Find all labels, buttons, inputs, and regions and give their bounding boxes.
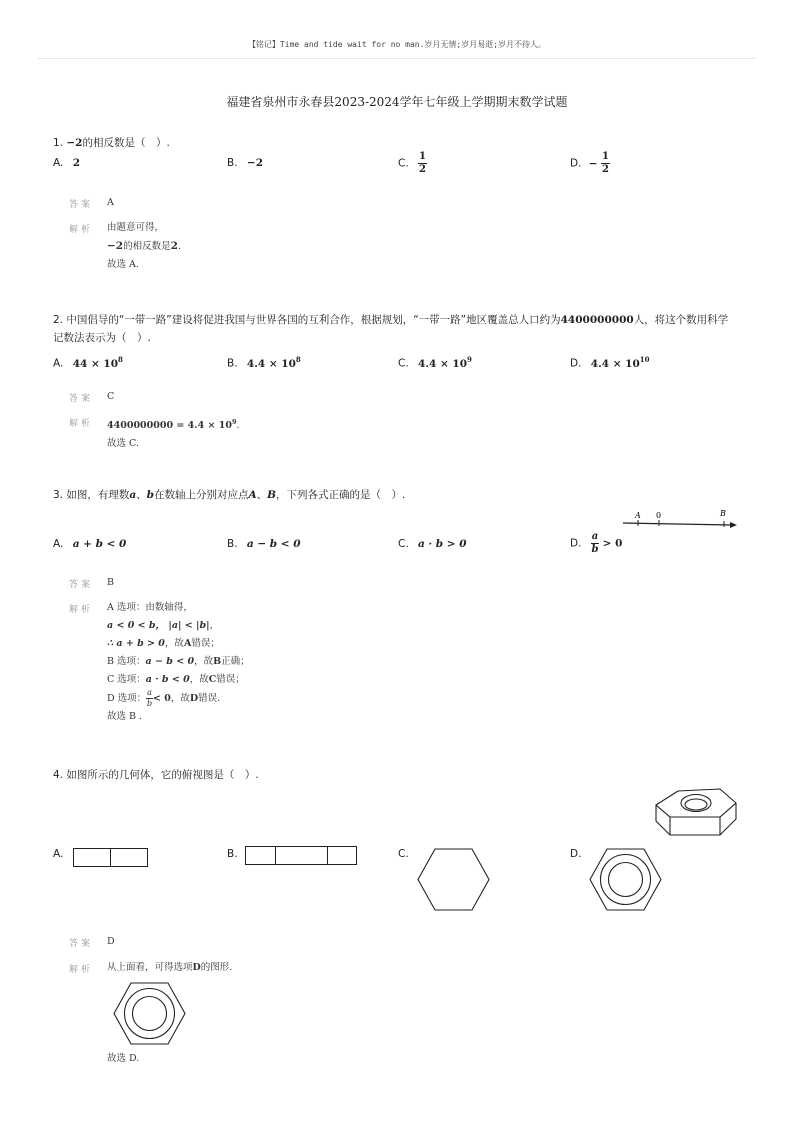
analysis-line xyxy=(107,635,250,653)
option-exponent: 10 xyxy=(639,355,650,364)
q3-answer-label: 答案 xyxy=(69,580,94,590)
analysis-math: a · b < 0 xyxy=(145,674,190,685)
q2-stem-line1 xyxy=(53,311,753,329)
q3-answer-value: B xyxy=(107,577,114,588)
analysis-text: 错误； xyxy=(191,638,220,649)
stem-text: 、 xyxy=(136,489,147,501)
q4-option-c-figure[interactable] xyxy=(417,848,491,912)
analysis-text: B 选项： xyxy=(107,656,146,667)
option-exponent: 8 xyxy=(118,355,123,364)
option-value: 2 xyxy=(72,157,80,169)
analysis-math: A xyxy=(183,638,192,649)
option-exponent: 9 xyxy=(467,355,472,364)
option-letter: C. xyxy=(398,538,409,550)
option-base: 4.4 × 10 xyxy=(590,357,640,370)
q4-answer-value: D xyxy=(107,936,115,947)
option-value: > 0 xyxy=(602,537,623,550)
stem-math: B xyxy=(267,489,277,501)
stem-math: a xyxy=(129,489,137,501)
fraction-denominator: b xyxy=(591,544,599,555)
q3-stem xyxy=(53,486,405,504)
q2-analysis xyxy=(107,413,240,453)
q4-option-d[interactable] xyxy=(570,848,581,860)
q3-option-b[interactable] xyxy=(227,538,301,550)
option-base: 44 × 10 xyxy=(72,357,119,370)
q4-hex-nut-3d-figure xyxy=(652,785,742,840)
q1-option-d[interactable] xyxy=(570,152,610,175)
q4-option-b[interactable] xyxy=(227,848,238,860)
q2-option-a[interactable] xyxy=(53,355,123,370)
analysis-math: a < 0 < b， |a| < |b| xyxy=(107,620,210,631)
analysis-line: 故选 C. xyxy=(107,438,139,450)
point-a-label: A xyxy=(635,511,641,520)
q1-answer-label: 答案 xyxy=(69,200,94,210)
q4-analysis-line xyxy=(107,959,232,977)
stem-text: 、 xyxy=(256,489,268,501)
q4-conclusion: 故选 D. xyxy=(107,1053,140,1064)
analysis-line xyxy=(107,689,250,708)
q2-option-d[interactable] xyxy=(570,355,650,370)
analysis-math: D xyxy=(189,693,199,704)
q1-option-a[interactable] xyxy=(53,157,80,169)
q3-option-c[interactable] xyxy=(398,538,467,550)
option-fraction xyxy=(418,152,427,175)
option-letter: D. xyxy=(570,537,582,550)
stem-number: 4400000000 xyxy=(560,314,634,326)
q1-number: 1. xyxy=(53,137,64,149)
number-line-arrow-icon xyxy=(730,522,737,528)
q3-analysis xyxy=(107,599,250,726)
number-line-axis xyxy=(623,523,732,525)
option-base: 4.4 × 10 xyxy=(246,357,296,370)
q1-expr: −2 xyxy=(66,137,83,149)
analysis-text: 的图形. xyxy=(200,962,233,973)
zero-label: 0 xyxy=(656,511,662,520)
q4-option-d-figure[interactable] xyxy=(589,848,663,912)
analysis-text: 正确； xyxy=(221,656,250,667)
fraction-numerator: 1 xyxy=(601,151,609,162)
analysis-line xyxy=(107,413,240,435)
option-fraction xyxy=(601,152,610,175)
analysis-fraction xyxy=(146,689,153,708)
analysis-line: 故选 A. xyxy=(107,259,139,270)
option-letter: A. xyxy=(53,357,64,370)
analysis-text: 错误. xyxy=(198,693,221,704)
q4-analysis-figure xyxy=(113,982,187,1046)
fraction-denominator: b xyxy=(146,699,153,708)
option-letter: D. xyxy=(570,848,582,860)
page-title: 福建省泉州市永春县2023-2024学年七年级上学期期末数学试题 xyxy=(226,95,568,109)
option-letter: D. xyxy=(570,157,582,170)
stem-math: A xyxy=(248,489,257,501)
q3-option-d[interactable] xyxy=(570,532,622,555)
analysis-text: D 选项： xyxy=(107,693,147,704)
inner-circle xyxy=(609,863,643,897)
analysis-math: C xyxy=(208,674,217,685)
option-base: 4.4 × 10 xyxy=(418,357,468,370)
analysis-line: 由题意可得， xyxy=(107,222,165,233)
analysis-line: A 选项：由数轴得， xyxy=(107,602,193,613)
header-motto: 【铭记】Time and tide wait for no man.岁月无情;岁月易逝;岁月不待人。 xyxy=(247,40,547,49)
fraction-denominator: 2 xyxy=(419,164,426,175)
stem-text: 3. 如图，有理数 xyxy=(53,489,130,501)
option-letter: B. xyxy=(227,848,238,860)
fraction-numerator: a xyxy=(591,531,599,542)
q1-analysis xyxy=(107,219,181,274)
q2-analysis-label: 解析 xyxy=(69,419,94,429)
header-divider xyxy=(38,58,756,59)
stem-text: 2. 中国倡导的“一带一路”建设将促进我国与世界各国的互利合作，根据规划，“一带一路”地区覆盖总人口约为 xyxy=(53,314,561,326)
option-letter: A. xyxy=(53,848,64,860)
point-b-label: B xyxy=(720,509,726,518)
q2-answer-label: 答案 xyxy=(69,394,94,404)
option-letter: A. xyxy=(53,538,64,550)
inner-circle xyxy=(133,997,167,1031)
option-letter: C. xyxy=(398,157,409,170)
option-letter: B. xyxy=(227,538,238,550)
fraction-denominator: 2 xyxy=(601,164,609,175)
option-sign: − xyxy=(588,157,598,170)
analysis-text: 的相反数是 xyxy=(123,241,171,252)
q3-analysis-label: 解析 xyxy=(69,605,94,615)
hexagon-outline xyxy=(418,849,489,910)
rectangle-outline xyxy=(246,847,357,865)
analysis-math: −2 xyxy=(107,240,124,252)
q1-option-c[interactable] xyxy=(398,152,427,175)
option-value: a − b < 0 xyxy=(246,538,301,550)
analysis-line: 故选 B . xyxy=(107,711,143,722)
q4-option-a[interactable] xyxy=(53,848,63,860)
analysis-text: ，故 xyxy=(189,674,209,685)
q1-answer-value: A xyxy=(107,197,114,208)
q1-stem-text: 的相反数是（ ）. xyxy=(82,137,170,149)
option-letter: C. xyxy=(398,357,409,370)
q4-analysis-label: 解析 xyxy=(69,965,94,975)
analysis-text: . xyxy=(177,241,181,252)
stem-math: b xyxy=(146,489,155,501)
analysis-text: ，故 xyxy=(170,693,190,704)
analysis-line xyxy=(107,671,250,689)
option-value: a + b < 0 xyxy=(72,538,127,550)
stem-text: 人，将这个数用科学 xyxy=(633,314,729,326)
analysis-text: . xyxy=(236,420,240,432)
analysis-math: D xyxy=(192,962,201,973)
q2-stem xyxy=(53,311,753,347)
q4-option-b-figure[interactable] xyxy=(245,846,358,866)
q4-option-a-figure[interactable] xyxy=(73,848,149,868)
analysis-text: 从上面看，可得选项 xyxy=(107,962,193,973)
option-letter: B. xyxy=(227,157,238,169)
option-letter: B. xyxy=(227,357,238,370)
q3-number-line-figure xyxy=(620,505,740,529)
nut-hole-inner xyxy=(685,799,707,810)
q4-option-c[interactable] xyxy=(398,848,409,860)
analysis-text: 错误； xyxy=(216,674,245,685)
analysis-exponent: 9 xyxy=(232,418,237,426)
stem-text: ，下列各式正确的是（ ）. xyxy=(276,489,406,501)
analysis-text: ， xyxy=(209,620,220,631)
option-letter: D. xyxy=(570,357,582,370)
option-fraction xyxy=(591,532,599,555)
analysis-math: B xyxy=(213,656,222,667)
stem-text: 在数轴上分别对应点 xyxy=(154,489,249,501)
fraction-numerator: 1 xyxy=(419,151,426,162)
analysis-math: 4400000000 = 4.4 × 10 xyxy=(107,420,232,432)
option-letter: A. xyxy=(53,157,64,169)
option-exponent: 8 xyxy=(295,355,301,364)
q2-stem-line2: 记数法表示为（ ）. xyxy=(53,332,151,344)
option-value: a · b > 0 xyxy=(418,538,467,550)
fraction-numerator: a xyxy=(147,688,152,697)
q4-stem: 4. 如图所示的几何体，它的俯视图是（ ）. xyxy=(53,769,259,781)
analysis-math: 2 xyxy=(170,240,178,252)
analysis-line xyxy=(107,653,250,671)
q1-stem xyxy=(53,134,170,152)
q3-option-a[interactable] xyxy=(53,538,126,550)
q1-option-b[interactable] xyxy=(227,157,263,169)
analysis-line xyxy=(107,617,250,635)
analysis-text: C 选项： xyxy=(107,674,146,685)
analysis-math: < 0 xyxy=(152,693,171,704)
analysis-text: ，故 xyxy=(194,656,214,667)
q2-answer-value: C xyxy=(107,391,115,402)
q2-option-c[interactable] xyxy=(398,355,472,370)
q4-answer-label: 答案 xyxy=(69,939,94,949)
q2-option-b[interactable] xyxy=(227,355,301,370)
option-value: −2 xyxy=(246,157,263,169)
option-letter: C. xyxy=(398,848,409,860)
analysis-math: ∴ a + b > 0 xyxy=(107,638,165,649)
analysis-math: a − b < 0 xyxy=(145,656,195,667)
q1-analysis-label: 解析 xyxy=(69,225,94,235)
analysis-text: ，故 xyxy=(164,638,184,649)
analysis-line xyxy=(107,237,181,256)
